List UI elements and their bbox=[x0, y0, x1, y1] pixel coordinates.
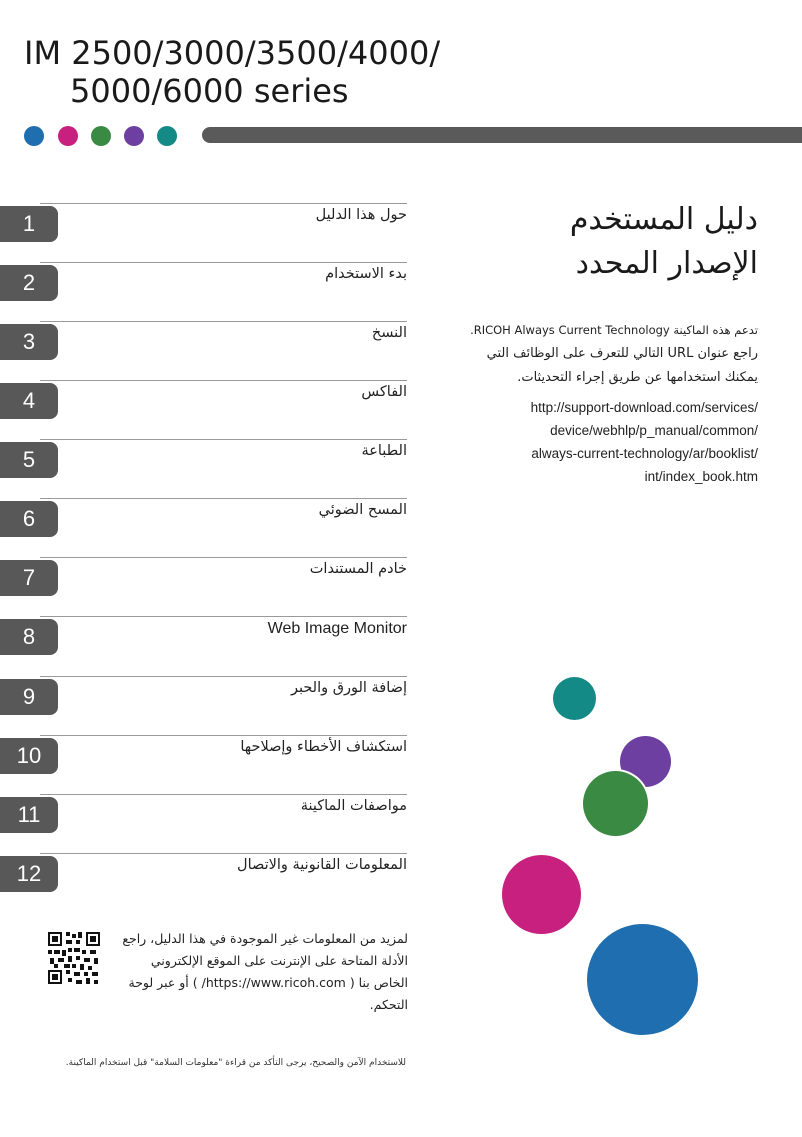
chapter-label: خادم المستندات bbox=[309, 561, 407, 577]
chapter-number-tab: 2 bbox=[0, 265, 58, 301]
chapter-divider bbox=[40, 853, 407, 854]
chapter-label: Web Image Monitor bbox=[267, 620, 407, 637]
chapter-divider bbox=[40, 321, 407, 322]
chapter-number-tab: 1 bbox=[0, 206, 58, 242]
teal-dot bbox=[157, 126, 177, 146]
chapter-number-tab: 12 bbox=[0, 856, 58, 892]
chapter-label: الفاكس bbox=[361, 384, 407, 400]
chapter-11[interactable] bbox=[0, 794, 407, 853]
chapter-1[interactable] bbox=[0, 203, 407, 262]
chapter-divider bbox=[40, 439, 407, 440]
chapter-divider bbox=[40, 616, 407, 617]
chapter-6[interactable] bbox=[0, 498, 407, 557]
chapter-label: المسح الضوئي bbox=[318, 502, 407, 518]
info-line-3: يمكنك استخدامها عن طريق إجراء التحديثات. bbox=[517, 370, 758, 385]
chapter-number-tab: 9 bbox=[0, 679, 58, 715]
chapter-2[interactable] bbox=[0, 262, 407, 321]
chapter-number-tab: 11 bbox=[0, 797, 58, 833]
teal-circle bbox=[553, 677, 596, 720]
green-circle bbox=[583, 771, 648, 836]
chapter-label: حول هذا الدليل bbox=[315, 207, 407, 223]
chapter-label: إضافة الورق والحبر bbox=[290, 680, 407, 696]
url-line-3[interactable]: always-current-technology/ar/booklist/ bbox=[531, 446, 758, 461]
chapter-7[interactable] bbox=[0, 557, 407, 616]
online-manuals-note bbox=[112, 928, 408, 1016]
title-line-2: 5000/6000 series bbox=[70, 72, 349, 110]
note-line-3: الخاص بنا ( https://www.ricoh.com/ ) أو عبر لوحة bbox=[128, 975, 408, 990]
guide-title-line-1: دليل المستخدم bbox=[569, 202, 758, 237]
chapter-4[interactable] bbox=[0, 380, 407, 439]
chapter-label: الطباعة bbox=[361, 443, 407, 459]
chapter-9[interactable] bbox=[0, 676, 407, 735]
blue-circle bbox=[587, 924, 698, 1035]
magenta-circle bbox=[502, 855, 581, 934]
chapter-number-tab: 6 bbox=[0, 501, 58, 537]
chapter-number-tab: 3 bbox=[0, 324, 58, 360]
chapter-divider bbox=[40, 676, 407, 677]
chapter-number-tab: 5 bbox=[0, 442, 58, 478]
chapter-label: النسخ bbox=[371, 325, 407, 341]
note-line-2: الأدلة المتاحة على الإنترنت على الموقع الإلكتروني bbox=[150, 953, 408, 968]
chapter-8[interactable] bbox=[0, 616, 407, 675]
document-title bbox=[24, 34, 440, 110]
info-url[interactable] bbox=[428, 396, 758, 488]
chapter-divider bbox=[40, 498, 407, 499]
chapter-divider bbox=[40, 262, 407, 263]
chapter-divider bbox=[40, 794, 407, 795]
guide-title-line-2: الإصدار المحدد bbox=[575, 246, 758, 281]
safety-note: للاستخدام الآمن والصحيح، يرجى التأكد من قراءة "معلومات السلامة" قبل استخدام الماكينة. bbox=[65, 1058, 406, 1068]
url-line-4[interactable]: int/index_book.htm bbox=[644, 469, 758, 484]
note-line-4: التحكم. bbox=[369, 997, 408, 1012]
info-line-2: راجع عنوان URL التالي للتعرف على الوظائف التي bbox=[486, 346, 758, 361]
chapter-3[interactable] bbox=[0, 321, 407, 380]
blue-dot bbox=[24, 126, 44, 146]
chapter-number-tab: 8 bbox=[0, 619, 58, 655]
guide-title bbox=[438, 198, 758, 286]
chapter-5[interactable] bbox=[0, 439, 407, 498]
header-bar bbox=[202, 127, 802, 143]
magenta-dot bbox=[58, 126, 78, 146]
chapter-divider bbox=[40, 557, 407, 558]
purple-dot bbox=[124, 126, 144, 146]
chapter-number-tab: 7 bbox=[0, 560, 58, 596]
chapter-number-tab: 10 bbox=[0, 738, 58, 774]
url-line-2[interactable]: device/webhlp/p_manual/common/ bbox=[550, 423, 758, 438]
url-line-1[interactable]: http://support-download.com/services/ bbox=[530, 400, 758, 415]
chapter-label: المعلومات القانونية والاتصال bbox=[237, 857, 407, 873]
info-line-1: تدعم هذه الماكينة RICOH Always Current Technology. bbox=[470, 323, 758, 337]
chapter-number-tab: 4 bbox=[0, 383, 58, 419]
green-dot bbox=[91, 126, 111, 146]
chapter-label: مواصفات الماكينة bbox=[300, 798, 407, 814]
chapter-divider bbox=[40, 380, 407, 381]
chapter-divider bbox=[40, 735, 407, 736]
chapter-12[interactable] bbox=[0, 853, 407, 912]
chapter-label: بدء الاستخدام bbox=[325, 266, 407, 282]
chapter-divider bbox=[40, 203, 407, 204]
note-line-1: لمزيد من المعلومات غير الموجودة في هذا الدليل، راجع bbox=[122, 931, 408, 946]
qr-code-icon[interactable] bbox=[48, 932, 100, 984]
chapter-10[interactable] bbox=[0, 735, 407, 794]
title-line-1: IM 2500/3000/3500/4000/ bbox=[24, 34, 441, 72]
chapter-label: استكشاف الأخطاء وإصلاحها bbox=[240, 739, 407, 755]
info-block bbox=[428, 318, 758, 488]
